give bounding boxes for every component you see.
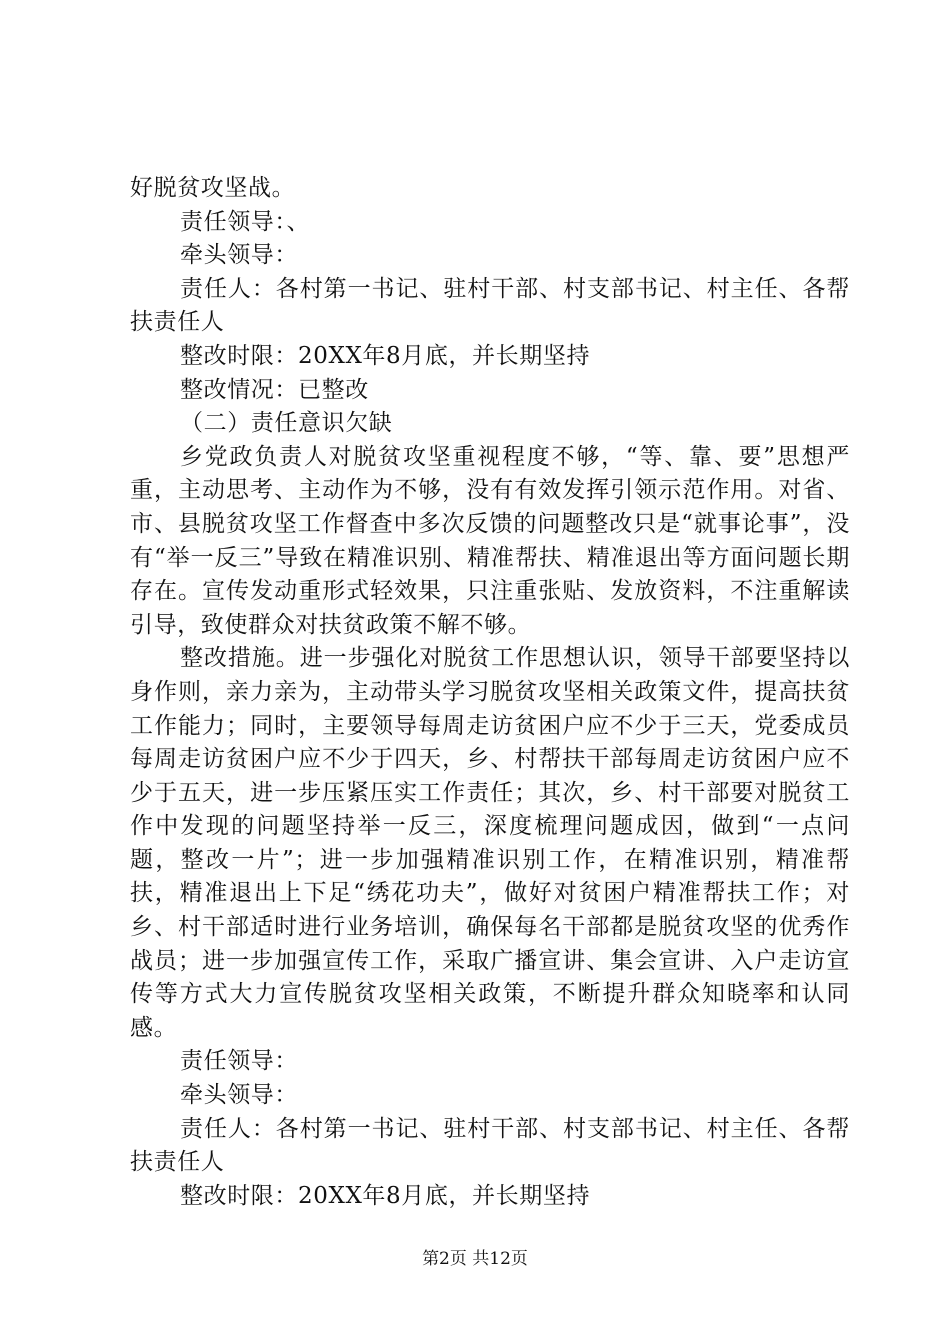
paragraph-responsible-person: 责任人：各村第一书记、驻村干部、村支部书记、村主任、各帮扶责任人 bbox=[130, 275, 850, 336]
page-number: 第2页 共12页 bbox=[422, 1249, 528, 1269]
paragraph-responsible-leader: 责任领导：、 bbox=[180, 208, 311, 235]
paragraph-problem-description: 乡党政负责人对脱贫攻坚重视程度不够，“等、靠、要”思想严重，主动思考、主动作为不够，没有有效发挥引领示范作用。对省、市、县脱贫攻坚工作督查中多次反馈的问题整改只是“就事论事”，没有“举一反三”导致在精准识别、精准帮扶、精准退出等方面问题长期存在。宣传发动重形式轻效果，只注重张贴、发放资料，不注重解读引导，致使群众对扶贫政策不解不够。 bbox=[130, 443, 850, 638]
paragraph-continuation: 好脱贫攻坚战。 bbox=[130, 175, 296, 201]
paragraph-rectification-measures: 整改措施。进一步强化对脱贫工作思想认识，领导干部要坚持以身作则，亲力亲为，主动带头学习脱贫攻坚相关政策文件，提高扶贫工作能力；同时，主要领导每周走访贫困户应不少于三天，党委成员每周走访贫困户应不少于四天，乡、村帮扶干部每周走访贫困户应不少于五天，进一步压紧压实工作责任；其次，乡、村干部要对脱贫工作中发现的问题坚持举一反三，深度梳理问题成因，做到“一点问题，整改一片”；进一步加强精准识别工作，在精准识别，精准帮扶，精准退出上下足“绣花功夫”，做好对贫困户精准帮扶工作；对乡、村干部适时进行业务培训，确保每名干部都是脱贫攻坚的优秀作战员；进一步加强宣传工作，采取广播宣讲、集会宣讲、入户走访宣传等方式大力宣传脱贫攻坚相关政策，不断提升群众知晓率和认同感。 bbox=[130, 645, 850, 1041]
paragraph-lead-leader-2: 牵头领导： bbox=[180, 1082, 298, 1109]
page-footer bbox=[0, 1244, 950, 1269]
document-body bbox=[130, 172, 850, 1213]
paragraph-responsible-leader-2: 责任领导： bbox=[180, 1048, 298, 1075]
paragraph-deadline: 整改时限：20XX年8月底，并长期坚持 bbox=[180, 342, 591, 369]
section-heading: （二）责任意识欠缺 bbox=[180, 410, 393, 437]
paragraph-deadline-2: 整改时限：20XX年8月底，并长期坚持 bbox=[180, 1182, 591, 1209]
paragraph-responsible-person-2: 责任人：各村第一书记、驻村干部、村支部书记、村主任、各帮扶责任人 bbox=[130, 1115, 850, 1176]
paragraph-lead-leader: 牵头领导： bbox=[180, 242, 298, 269]
paragraph-status: 整改情况：已整改 bbox=[180, 376, 369, 403]
